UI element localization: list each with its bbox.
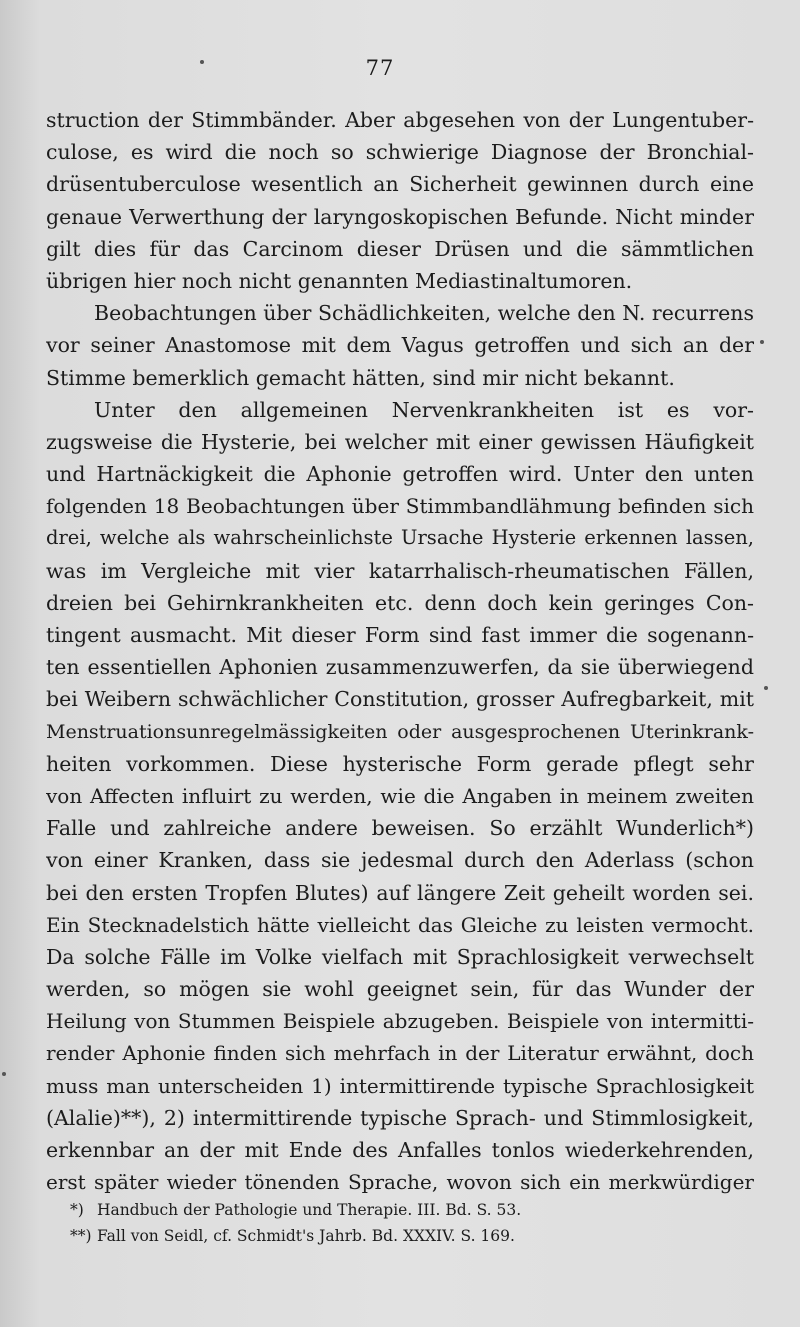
text-line: erkennbar an der mit Ende des Anfalles tonlos wiederkehrenden, — [46, 1138, 754, 1162]
text-line: culose, es wird die noch so schwierige Diagnose der Bronchial- — [46, 140, 754, 165]
text-line: von einer Kranken, dass sie jedesmal durch den Aderlass (schon — [46, 848, 754, 873]
text-line: was im Vergleiche mit vier katarrhalisch-rheumatischen Fällen, — [46, 558, 754, 583]
text-line: bei den ersten Tropfen Blutes) auf längere Zeit geheilt worden sei. — [46, 880, 754, 905]
footnotes — [70, 1197, 710, 1249]
text-line: und Hartnäckigkeit die Aphonie getroffen wird. Unter den unten — [46, 462, 754, 487]
text-line: erst später wieder tönenden Sprache, wovon sich ein merkwürdiger — [46, 1170, 754, 1195]
text-line: Heilung von Stummen Beispiele abzugeben. Beispiele von intermitti- — [46, 1009, 754, 1034]
text-line: dreien bei Gehirnkrankheiten etc. denn doch kein geringes Con- — [46, 590, 754, 615]
text-line: ten essentiellen Aphonien zusammenzuwerfen, da sie überwiegend — [46, 655, 754, 680]
text-line: Da solche Fälle im Volke vielfach mit Sprachlosigkeit verwechselt — [46, 944, 754, 969]
footnote-mark: *) — [70, 1201, 84, 1219]
text-line: (Alalie)**), 2) intermittirende typische Sprach- und Stimmlosigkeit, — [46, 1105, 754, 1130]
text-line: Falle und zahlreiche andere beweisen. So erzählt Wunderlich*) — [46, 816, 754, 841]
text-line: übrigen hier noch nicht genannten Mediastinaltumoren. — [46, 268, 633, 293]
text-line: von Affecten influirt zu werden, wie die Angaben in meinem zweiten — [46, 783, 754, 808]
text-line: muss man unterscheiden 1) intermittirende typische Sprachlosigkeit — [46, 1073, 754, 1098]
text-line: werden, so mögen sie wohl geeignet sein, für das Wunder der — [46, 977, 754, 1002]
body-text — [46, 104, 754, 1198]
text-line: Menstruationsunregelmässigkeiten oder ausgesprochenen Uterinkrank- — [46, 720, 754, 743]
footnote-text: Handbuch der Pathologie und Therapie. III. Bd. S. 53. — [96, 1201, 522, 1219]
text-line: bei Weibern schwächlicher Constitution, grosser Aufregbarkeit, mit — [46, 687, 754, 712]
footnote-mark: **) — [70, 1227, 92, 1245]
footnote-text: Fall von Seidl, cf. Schmidt's Jahrb. Bd. XXXIV. S. 169. — [96, 1227, 515, 1245]
text-line: drei, welche als wahrscheinlichste Ursache Hysterie erkennen lassen, — [46, 526, 754, 550]
page-number: 77 — [365, 56, 395, 80]
text-line: struction der Stimmbänder. Aber abgesehen von der Lungentuber- — [46, 108, 754, 132]
text-line: render Aphonie finden sich mehrfach in der Literatur erwähnt, doch — [46, 1041, 754, 1066]
text-line: drüsentuberculose wesentlich an Sicherheit gewinnen durch eine — [46, 172, 754, 197]
text-line: folgenden 18 Beobachtungen über Stimmbandlähmung befinden sich — [46, 494, 754, 519]
paper-speck — [200, 60, 204, 64]
text-line: zugsweise die Hysterie, bei welcher mit einer gewissen Häufigkeit — [46, 429, 754, 454]
paper-speck — [764, 686, 768, 690]
footnote — [70, 1223, 710, 1249]
text-line: tingent ausmacht. Mit dieser Form sind fast immer die sogenann- — [46, 623, 754, 647]
text-line: Beobachtungen über Schädlichkeiten, welche den N. recurrens — [94, 301, 754, 326]
text-line: genaue Verwerthung der laryngoskopischen Befunde. Nicht minder — [46, 204, 754, 229]
text-line: heiten vorkommen. Diese hysterische Form gerade pflegt sehr — [46, 751, 754, 776]
text-line: Ein Stecknadelstich hätte vielleicht das Gleiche zu leisten vermocht. — [46, 912, 754, 937]
paper-speck — [2, 1072, 6, 1076]
paper-speck — [760, 340, 764, 344]
text-line: Stimme bemerklich gemacht hätten, sind mir nicht bekannt. — [46, 365, 675, 390]
text-line: Unter den allgemeinen Nervenkrankheiten ist es vor- — [94, 397, 754, 422]
text-line: vor seiner Anastomose mit dem Vagus getroffen und sich an der — [46, 333, 754, 358]
text-line: gilt dies für das Carcinom dieser Drüsen und die sämmtlichen — [46, 236, 754, 261]
footnote — [70, 1197, 710, 1223]
